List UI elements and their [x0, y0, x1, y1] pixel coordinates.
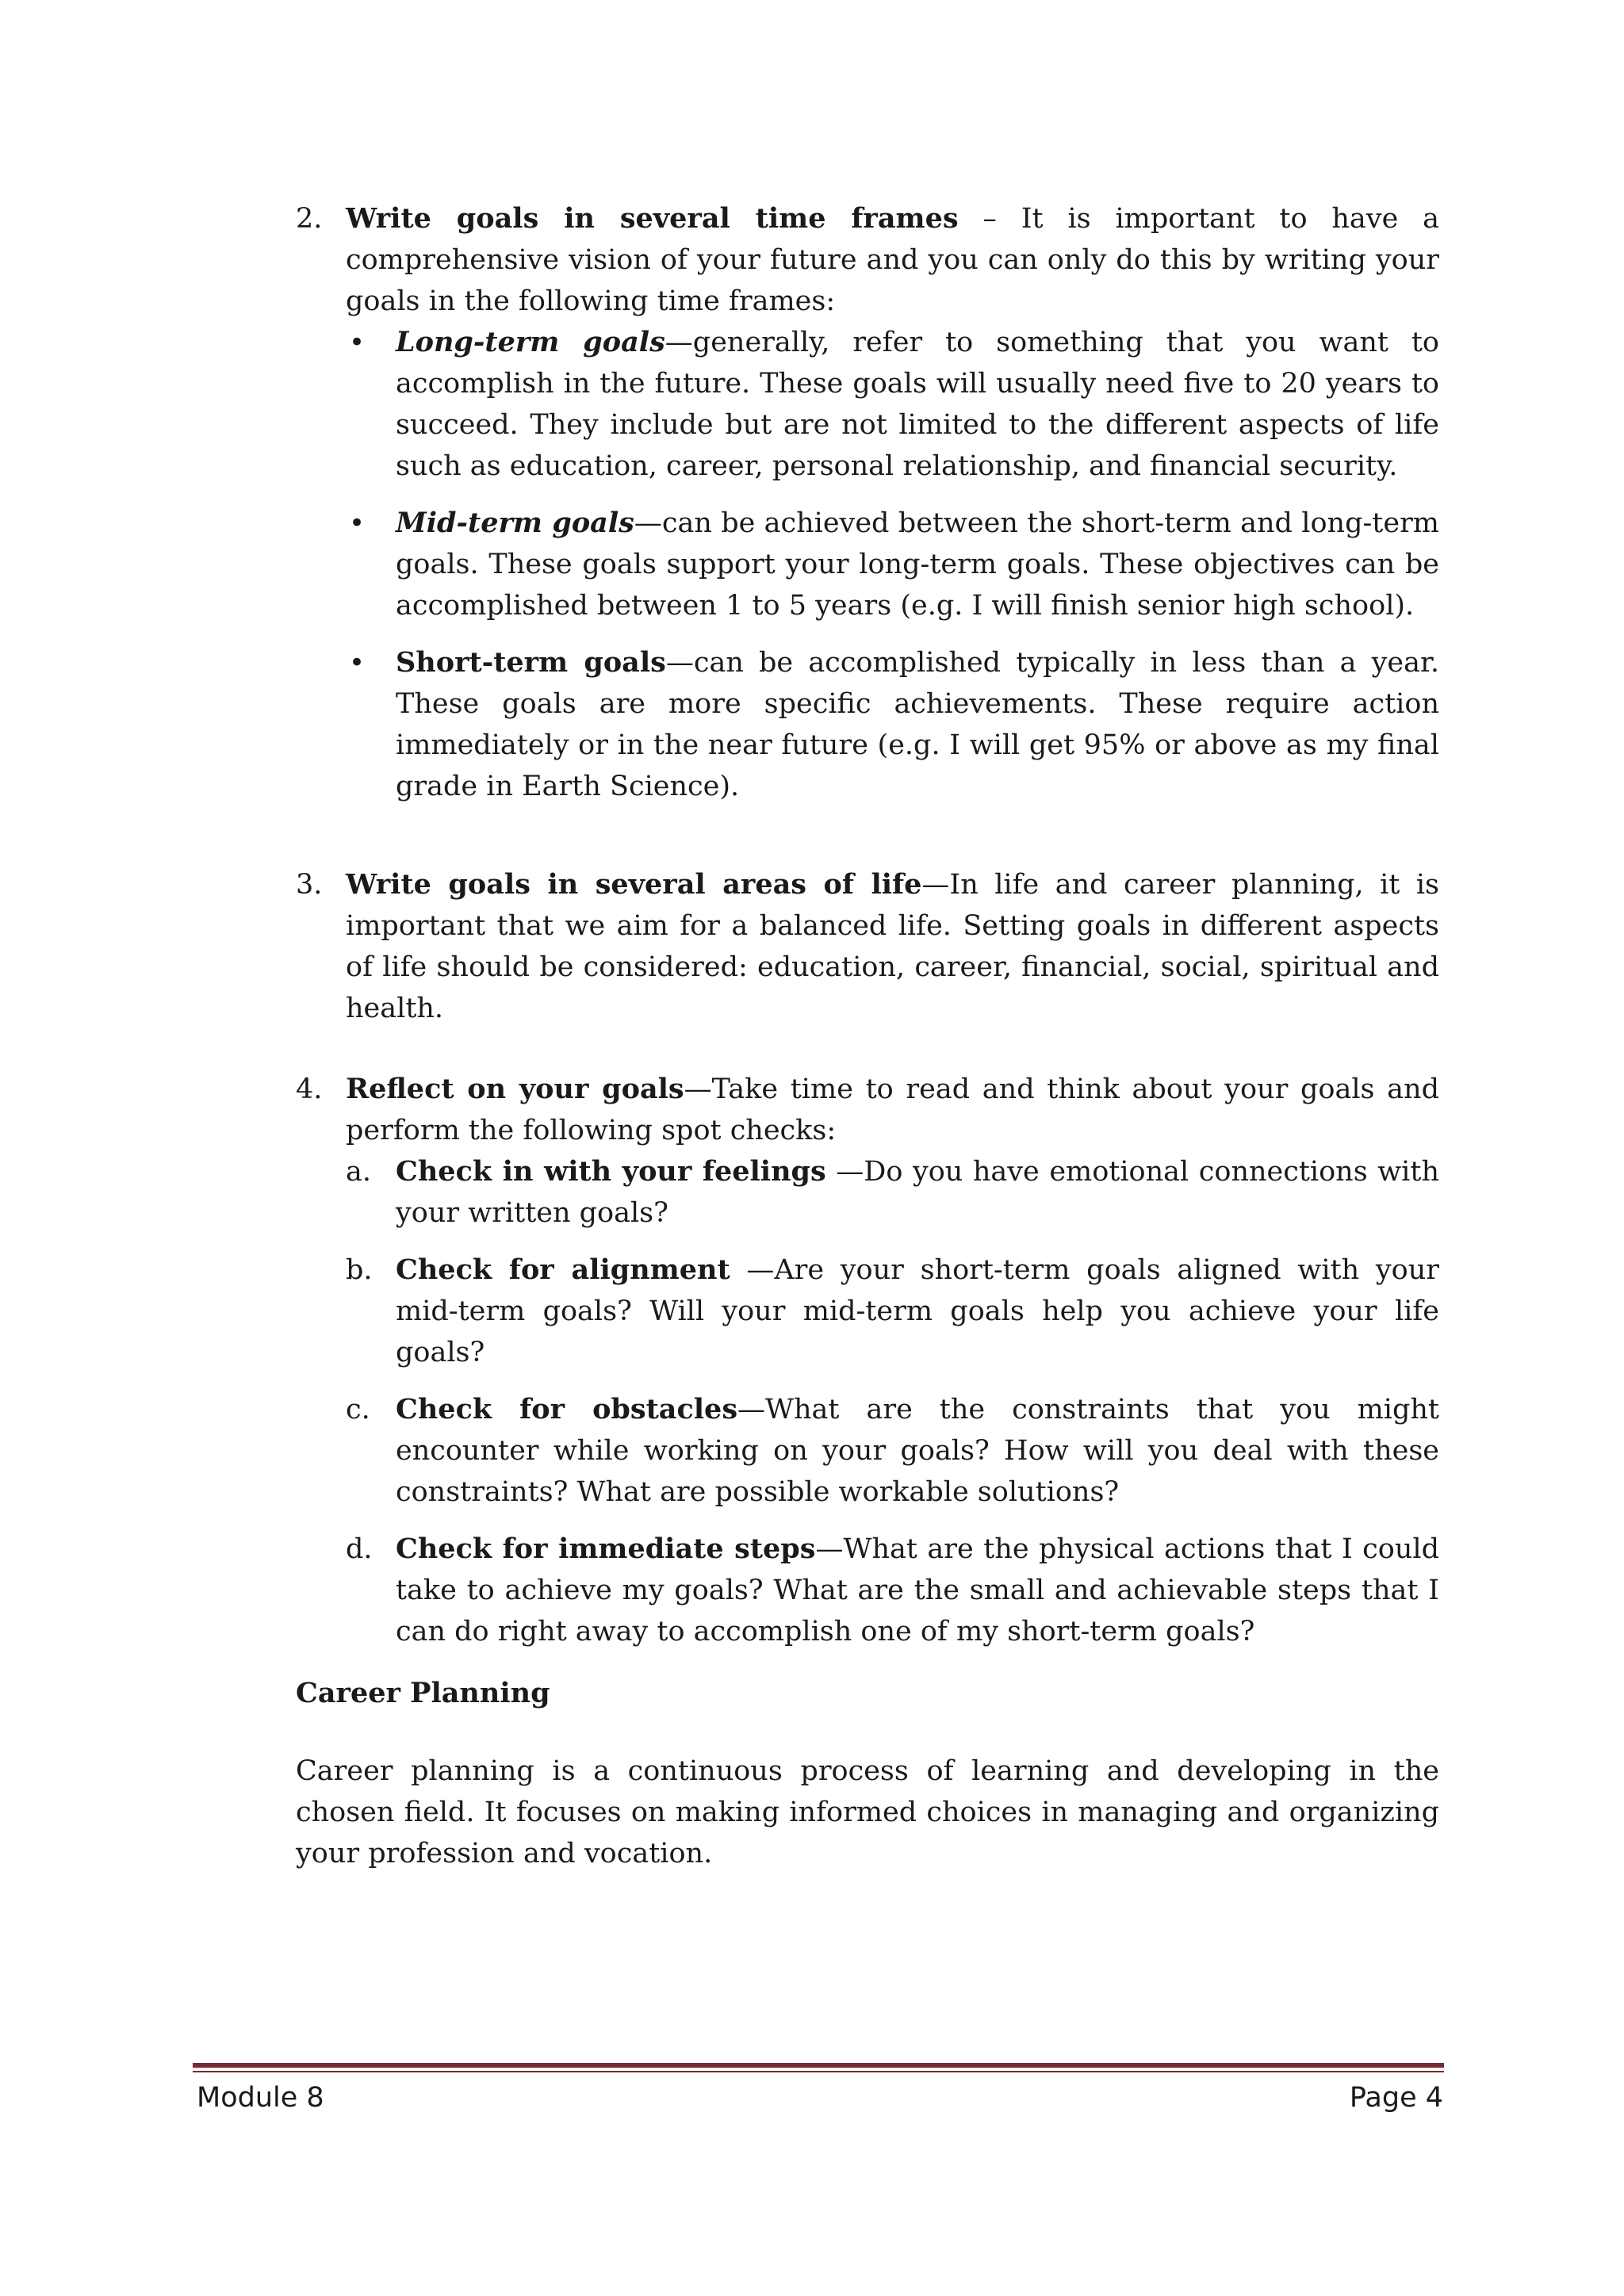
footer-module-label: Module 8 — [197, 2082, 324, 2114]
bullet-text: —can be accomplished typically in less than a year. These goals are more specific achievements. These require action immediately or in the near future (e.g. I will get 95% or above as my final grade in Earth Science). — [396, 647, 1439, 802]
bullet-icon: • — [349, 327, 366, 358]
item-number: 3. — [296, 869, 323, 901]
item-title: Reflect on your goals — [346, 1073, 684, 1105]
item-body — [346, 198, 1439, 322]
section-heading: Career Planning — [296, 1677, 550, 1709]
time-frame-list — [346, 322, 1439, 807]
check-item-d — [346, 1529, 1439, 1652]
check-text: —Are your short-term goals aligned with your mid-term goals? Will your mid-term goals help you achieve your life goals? — [396, 1254, 1439, 1368]
check-item-b — [346, 1249, 1439, 1373]
list-item-4 — [296, 1069, 1439, 1652]
section-paragraph: Career planning is a continuous process of learning and developing in the chosen field. It focuses on making informed choices in managing and organizing your profession and vocation. — [296, 1755, 1439, 1869]
check-title: Check in with your feelings — [396, 1155, 826, 1188]
bullet-mid-term — [346, 503, 1439, 626]
item-title: Write goals in several areas of life — [346, 868, 922, 901]
check-text: —What are the constraints that you might encounter while working on your goals? How will you deal with these constraints? What are possible workable solutions? — [396, 1394, 1439, 1508]
bullet-icon: • — [349, 647, 366, 679]
check-text: —Do you have emotional connections with your written goals? — [396, 1156, 1439, 1229]
bullet-text: —generally, refer to something that you want to accomplish in the future. These goals will usually need five to 20 years to succeed. They include but are not limited to the different aspects of life such as education, career, personal relationship, and financial security. — [396, 327, 1439, 482]
bullet-title: Short-term goals — [396, 646, 666, 679]
footer-page-number: Page 4 — [1349, 2082, 1443, 2114]
item-separator: – — [958, 203, 1021, 235]
bullet-icon: • — [349, 507, 366, 539]
check-letter: a. — [346, 1156, 371, 1188]
bullet-long-term — [346, 322, 1439, 487]
check-title: Check for immediate steps — [396, 1533, 816, 1565]
bullet-title: Long-term goals — [396, 326, 665, 358]
item-number: 4. — [296, 1073, 323, 1105]
check-text: —What are the physical actions that I could take to achieve my goals? What are the small and achievable steps that I can do right away to accomplish one of my short-term goals? — [396, 1533, 1440, 1647]
check-title: Check for obstacles — [396, 1393, 738, 1425]
check-title: Check for alignment — [396, 1253, 730, 1286]
item-text: —In life and career planning, it is important that we aim for a balanced life. Setting goals in different aspects of life should be considered: education, career, financial, social, spiritual and health. — [346, 869, 1439, 1024]
footer-rule-thin — [193, 2071, 1444, 2072]
check-letter: d. — [346, 1533, 373, 1565]
bullet-title: Mid-term goals — [396, 507, 634, 539]
check-item-c — [346, 1389, 1439, 1513]
check-item-a — [346, 1151, 1439, 1234]
page-content — [296, 198, 1439, 1874]
footer-rule — [193, 2063, 1444, 2068]
list-item-3 — [296, 864, 1439, 1029]
check-letter: b. — [346, 1254, 373, 1286]
item-text: —Take time to read and think about your goals and perform the following spot checks: — [346, 1073, 1439, 1146]
item-body — [346, 864, 1439, 1029]
item-text: It is important to have a comprehensive vision of your future and you can only do this by writing your goals in the following time frames: — [346, 203, 1439, 317]
bullet-text: —can be achieved between the short-term and long-term goals. These goals support your long-term goals. These objectives can be accomplished between 1 to 5 years (e.g. I will finish senior high school). — [396, 507, 1439, 622]
check-letter: c. — [346, 1394, 370, 1425]
list-item-2 — [296, 198, 1439, 807]
spot-check-list — [346, 1151, 1439, 1652]
item-number: 2. — [296, 203, 323, 235]
item-body — [346, 1069, 1439, 1151]
bullet-short-term — [346, 642, 1439, 807]
item-title: Write goals in several time frames — [346, 202, 959, 235]
